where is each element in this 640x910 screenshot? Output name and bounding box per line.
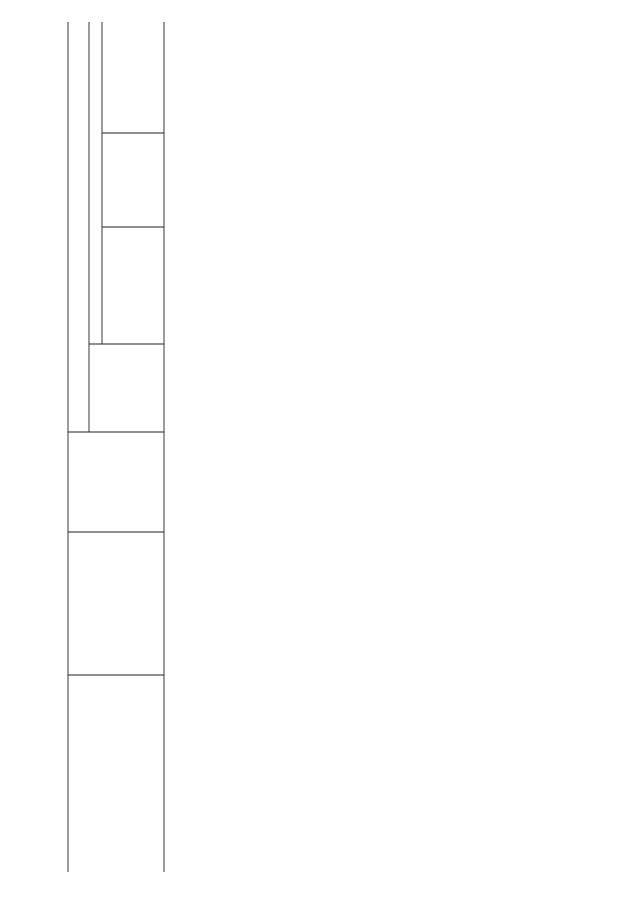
- finance-table: [68, 22, 164, 872]
- table-grid: [68, 22, 164, 872]
